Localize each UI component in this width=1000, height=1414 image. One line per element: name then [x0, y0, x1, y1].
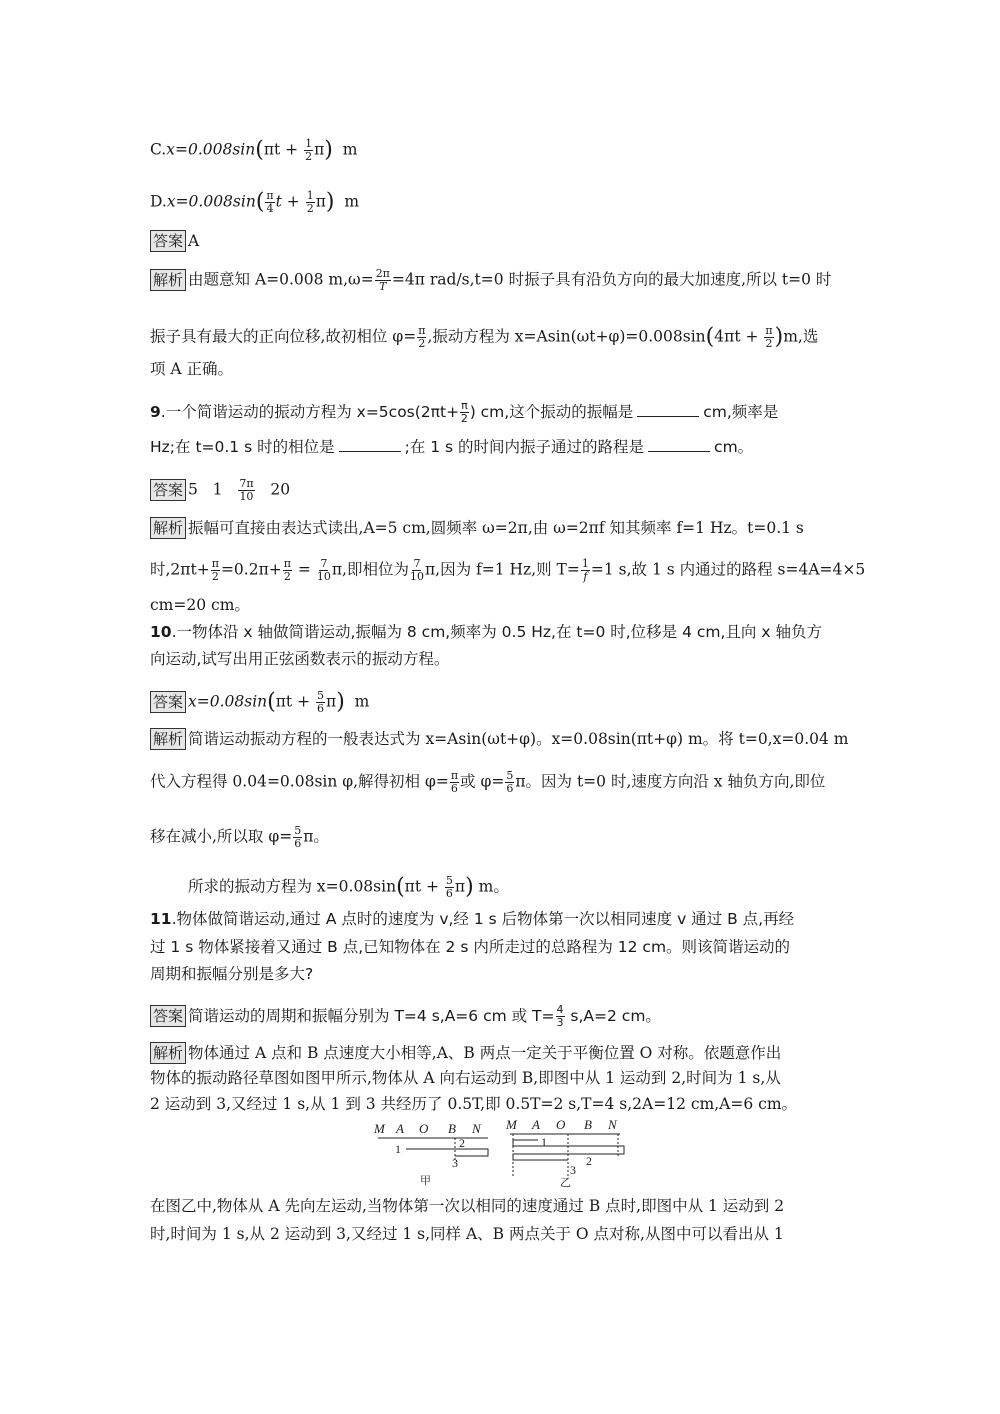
q10-analysis-line1: 解析 简谐运动振动方程的一般表达式为 x=Asin(ωt+φ)。x=0.08sin(πt+φ) m。将 t=0,x=0.04 m [150, 728, 848, 750]
svg-text:甲: 甲 [420, 1175, 431, 1187]
q11-analysis-line2: 物体的振动路径草图如图甲所示,物体从 A 向右运动到 B,即图中从 1 运动到 2,时间为 1 s,从 [150, 1069, 781, 1087]
q10-analysis-line3: 移在减小,所以取 φ= $\frac{5}{6}$ π。 [150, 824, 329, 850]
q11-answer: 答案 简谐运动的周期和振幅分别为 T=4 s,A=6 cm 或 T= $\frac{4}{3}$ s,A=2 cm。 [150, 1004, 661, 1029]
blank-phase[interactable] [339, 451, 401, 452]
q8-analysis-line3: 项 A 正确。 [150, 360, 234, 378]
q11-line1: 11.物体做简谐运动,通过 A 点时的速度为 v,经 1 s 后物体第一次以相同速度 v 通过 B 点,再经 [150, 910, 795, 928]
q8-answer: 答案 A [150, 230, 199, 252]
q9-answer: 答案 5 1 $\frac{7\pi}{10}$ 20 [150, 478, 290, 503]
q11-cont-line1: 在图乙中,物体从 A 先向左运动,当物体第一次以相同的速度通过 B 点时,即图中从 1 运动到 2 [150, 1197, 785, 1215]
q9-analysis-line3: cm=20 cm。 [150, 596, 250, 614]
svg-text:O: O [419, 1121, 429, 1136]
motion-path-figure [370, 1116, 640, 1188]
svg-text:A: A [532, 1117, 540, 1132]
svg-text:3: 3 [452, 1156, 458, 1170]
q11-line2: 过 1 s 物体紧接着又通过 B 点,已知物体在 2 s 内所走过的总路程为 12 cm。则该简谐运动的 [150, 938, 791, 956]
q9-line1: 9.一个简谐运动的振动方程为 x=5cos(2πt+ $\frac{\pi}{2}$ ) cm,这个振动的振幅是 cm,频率是 [150, 399, 779, 425]
q8-analysis-line2: 振子具有最大的正向位移,故初相位 φ= $\frac{\pi}{2}$ ,振动方程为 x=Asin(ωt+φ)=0.008sin(4πt + $\frac{\pi}{2}$ )m,选 [150, 324, 819, 350]
answer-label: 答案 [150, 1005, 186, 1027]
svg-text:乙: 乙 [560, 1177, 571, 1188]
q11-analysis-line1: 解析 物体通过 A 点和 B 点速度大小相等,A、B 两点一定关于平衡位置 O 对称。依题意作出 [150, 1042, 781, 1064]
q11-analysis-line3: 2 运动到 3,又经过 1 s,从 1 到 3 共经历了 0.5T,即 0.5T=2 s,T=4 s,2A=12 cm,A=6 cm。 [150, 1095, 798, 1113]
svg-text:1: 1 [395, 1142, 401, 1156]
q8-analysis-line1: 解析 由题意知 A=0.008 m,ω= $\frac{2\pi}{T}$ =4π rad/s,t=0 时振子具有沿负方向的最大加速度,所以 t=0 时 [150, 268, 831, 293]
q10-answer: 答案 x=0.08sin(πt + $\frac{5}{6}$ π) m [150, 690, 369, 715]
q11-line3: 周期和振幅分别是多大? [150, 965, 314, 983]
answer-label: 答案 [150, 691, 186, 713]
svg-text:M: M [506, 1117, 517, 1132]
answer-label: 答案 [150, 230, 186, 252]
q10-analysis-line2: 代入方程得 0.04=0.08sin φ,解得初相 φ= $\frac{\pi}{6}$ 或 φ= $\frac{5}{6}$ π。因为 t=0 时,速度方向沿 x 轴负方向,即位 [150, 769, 826, 795]
q9-analysis-line2: 时,2πt+ $\frac{\pi}{2}$ =0.2π+ $\frac{\pi}{2}$ = $\frac{7}{10}$ π,即相位为 $\frac{7}{10}$ π,因为 f=1 Hz,则 T= $\frac{1}{f}$ =1 s,故 1 s 内通过的路程 s=4A=4×5 [150, 557, 866, 583]
analysis-label: 解析 [150, 517, 186, 539]
svg-text:M: M [374, 1121, 385, 1136]
analysis-label: 解析 [150, 269, 186, 291]
option-d: D.x=0.008sin( $\frac{\pi}{4}$ t + $\frac{1}{2}$ π) m [150, 189, 360, 215]
q10-line2: 向运动,试写出用正弦函数表示的振动方程。 [150, 650, 450, 668]
analysis-label: 解析 [150, 728, 186, 750]
svg-text:N: N [608, 1117, 617, 1132]
svg-text:B: B [584, 1117, 592, 1132]
q10-line1: 10.一物体沿 x 轴做简谐运动,振幅为 8 cm,频率为 0.5 Hz,在 t=0 时,位移是 4 cm,且向 x 轴负方 [150, 623, 822, 641]
answer-label: 答案 [150, 479, 186, 501]
svg-text:N: N [472, 1121, 481, 1136]
svg-text:O: O [556, 1117, 566, 1132]
q9-line2: Hz;在 t=0.1 s 时的相位是 ;在 1 s 的时间内振子通过的路程是 cm。 [150, 438, 754, 456]
svg-text:B: B [448, 1121, 456, 1136]
svg-text:2: 2 [586, 1154, 592, 1168]
svg-text:A: A [396, 1121, 404, 1136]
analysis-label: 解析 [150, 1042, 186, 1064]
svg-text:2: 2 [459, 1136, 465, 1150]
blank-distance[interactable] [648, 451, 710, 452]
option-c: C.x=0.008sin(πt + $\frac{1}{2}$ π) m [150, 137, 358, 163]
svg-text:3: 3 [570, 1163, 576, 1177]
q9-analysis-line1: 解析 振幅可直接由表达式读出,A=5 cm,圆频率 ω=2π,由 ω=2πf 知其频率 f=1 Hz。t=0.1 s [150, 517, 804, 539]
q10-final: 所求的振动方程为 x=0.08sin(πt + $\frac{5}{6}$ π) m。 [188, 874, 509, 900]
svg-text:1: 1 [541, 1135, 547, 1149]
blank-amplitude[interactable] [637, 416, 699, 417]
q11-cont-line2: 时,时间为 1 s,从 2 运动到 3,又经过 1 s,同样 A、B 两点关于 O 点对称,从图中可以看出从 1 [150, 1225, 784, 1243]
